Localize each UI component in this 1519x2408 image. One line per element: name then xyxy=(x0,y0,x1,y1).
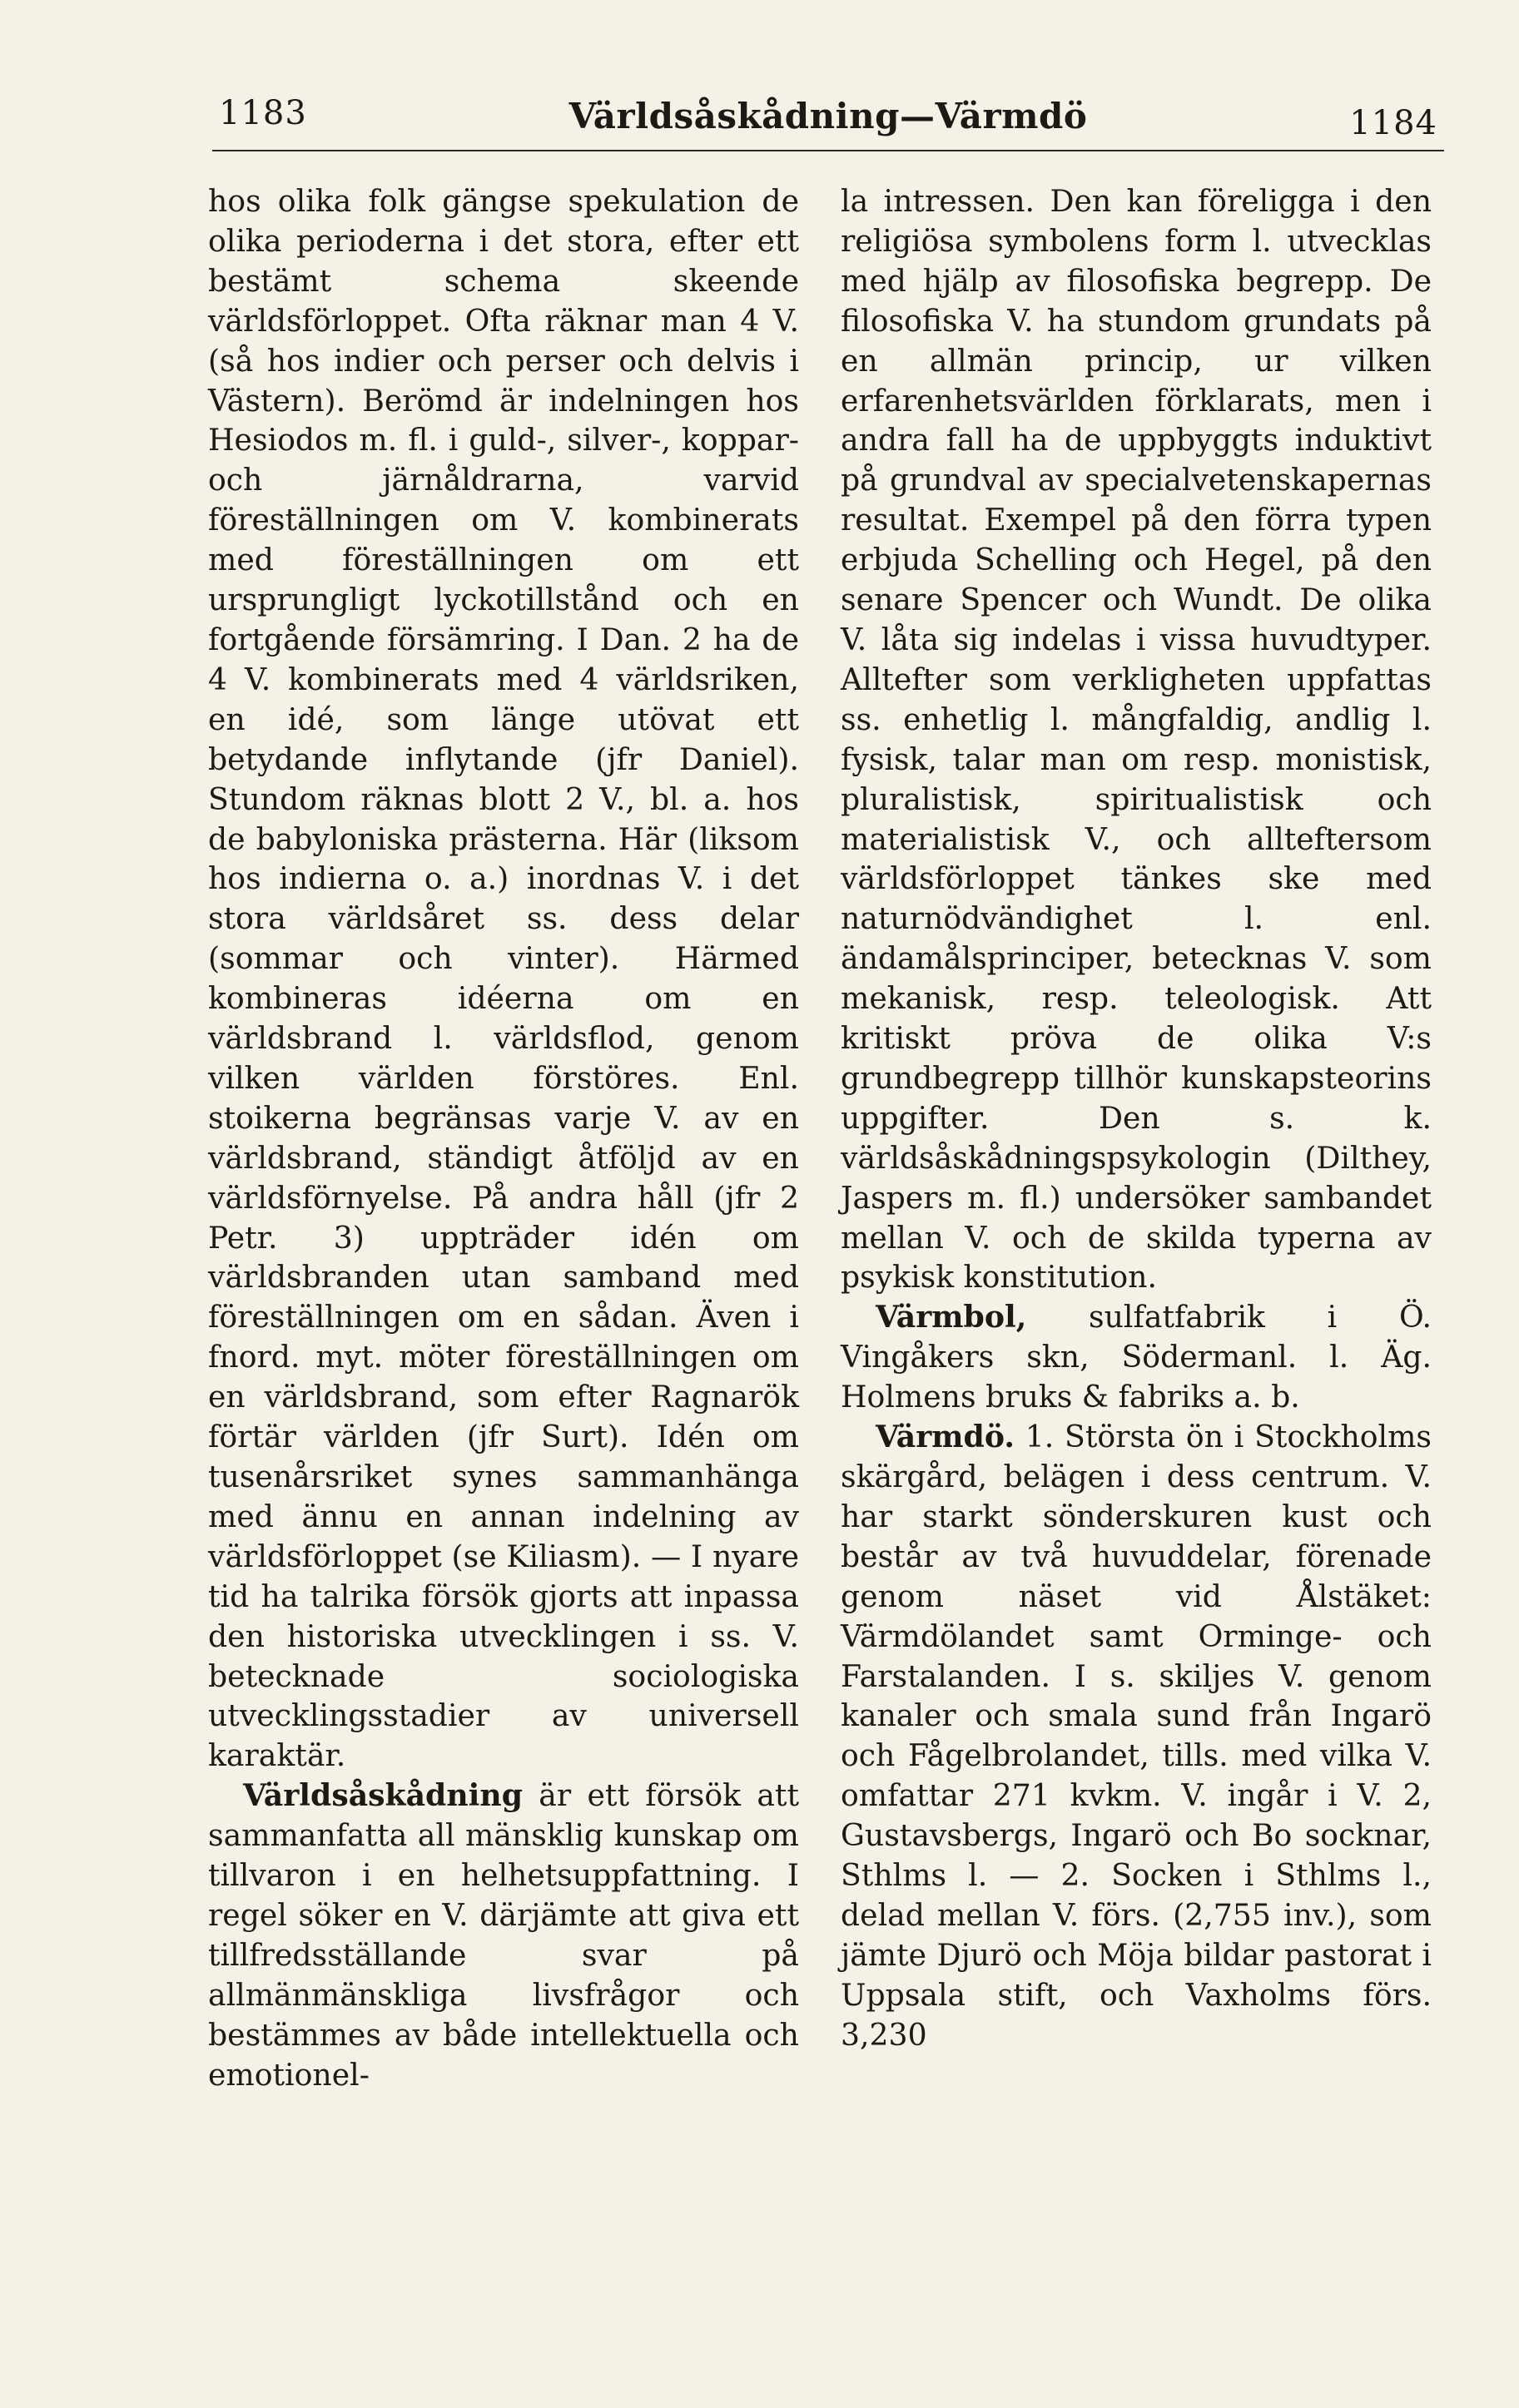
page-number-left: 1183 xyxy=(219,94,307,132)
entry-continuation-text: la intressen. Den kan föreligga i den religiösa symbolens form l. utvecklas med hjälp av filosofiska begrepp. De filosofiska V. ha stundom grundats på en allmän princip, ur vilken erfarenhetsvärlden förklarats, men i andra fall ha de uppbyggts induktivt på grundval av specialvetenskapernas resultat. Exempel på den förra typen erbjuda Schelling och Hegel, på den senare Spencer och Wundt. De olika V. låta sig indelas i vissa huvudtyper. Alltefter som verkligheten uppfattas ss. enhetlig l. mångfaldig, andlig l. fysisk, talar man om resp. monistisk, pluralistisk, spiritualistisk och materialistisk V., och allteftersom världsförloppet tänkes ske med naturnödvändighet l. enl. ändamålsprinciper, betecknas V. som mekanisk, resp. teleologisk. Att kritiskt pröva de olika V:s grundbegrepp tillhör kunskapsteorins uppgifter. Den s. k. världsåskådningspsykologin (Dilthey, Jaspers m. fl.) undersöker sambandet mellan V. och de skilda typerna av psykisk konstitution. xyxy=(841,183,1432,1296)
right-column xyxy=(841,181,1432,2055)
entry-varmdo xyxy=(841,1417,1432,2055)
left-column xyxy=(208,181,799,2095)
page-header xyxy=(212,87,1444,146)
page-number-right: 1184 xyxy=(1349,104,1437,142)
entry-text: 1. Största ön i Stockholms skärgård, belägen i dess centrum. V. har starkt sönderskuren kust och består av två huvuddelar, förenade genom näset vid Ålstäket: Värmdölandet samt Orminge- och Farstalanden. I s. skiljes V. genom kanaler och smala sund från Ingarö och Fågelbrolandet, tills. med vilka V. omfattar 271 kvkm. V. ingår i V. 2, Gustavsbergs, Ingarö och Bo socknar, Sthlms l. — 2. Socken i Sthlms l., delad mellan V. förs. (2,755 inv.), som jämte Djurö och Möja bildar pastorat i Uppsala stift, och Vaxholms förs. 3,230 xyxy=(841,1419,1432,2053)
headword: Värmbol, xyxy=(876,1299,1027,1335)
entry-varldsaskadning xyxy=(208,1776,799,2094)
header-rule xyxy=(212,150,1444,151)
running-head: Världsåskådning—Värmdö xyxy=(568,96,1088,136)
entry-varmbol xyxy=(841,1297,1432,1417)
entry-text: är ett försök att sammanfatta all mänsklig kunskap om tillvaron i en helhetsuppfattning. I regel söker en V. därjämte att giva ett tillfredsställande svar på allmänmänskliga livsfrågor och bestämmes av både intellektuella och emotionel- xyxy=(208,1777,799,2093)
headword: Värmdö. xyxy=(876,1419,1015,1455)
entry-continuation-text: hos olika folk gängse spekulation de olika perioderna i det stora, efter ett bestämt schema skeende världsförloppet. Ofta räknar man 4 V. (så hos indier och perser och delvis i Västern). Berömd är indelningen hos Hesiodos m. fl. i guld-, silver-, koppar- och järnåldrarna, varvid föreställningen om V. kombinerats med föreställningen om ett ursprungligt lyckotillstånd och en fortgående försämring. I Dan. 2 ha de 4 V. kombinerats med 4 världsriken, en idé, som länge utövat ett betydande inflytande (jfr Daniel). Stundom räknas blott 2 V., bl. a. hos de babyloniska prästerna. Här (liksom hos indierna o. a.) inordnas V. i det stora världsåret ss. dess delar (sommar och vinter). Härmed kombineras idéerna om en världsbrand l. världsflod, genom vilken världen förstöres. Enl. stoikerna begränsas varje V. av en världsbrand, ständigt åtföljd av en världsförnyelse. På andra håll (jfr 2 Petr. 3) uppträder idén om världsbranden utan samband med föreställningen om en sådan. Även i fnord. myt. möter föreställningen om en världsbrand, som efter Ragnarök förtär världen (jfr Surt). Idén om tusenårsriket synes sammanhänga med ännu en annan indelning av världsförloppet (se Kiliasm). — I nyare tid ha talrika försök gjorts att inpassa den historiska utvecklingen i ss. V. betecknade sociologiska utvecklingsstadier av universell karaktär. xyxy=(208,183,799,1774)
headword: Världsåskådning xyxy=(243,1777,524,1814)
entry-text: sulfatfabrik i Ö. Vingåkers skn, Södermanl. l. Äg. Holmens bruks & fabriks a. b. xyxy=(841,1299,1432,1415)
